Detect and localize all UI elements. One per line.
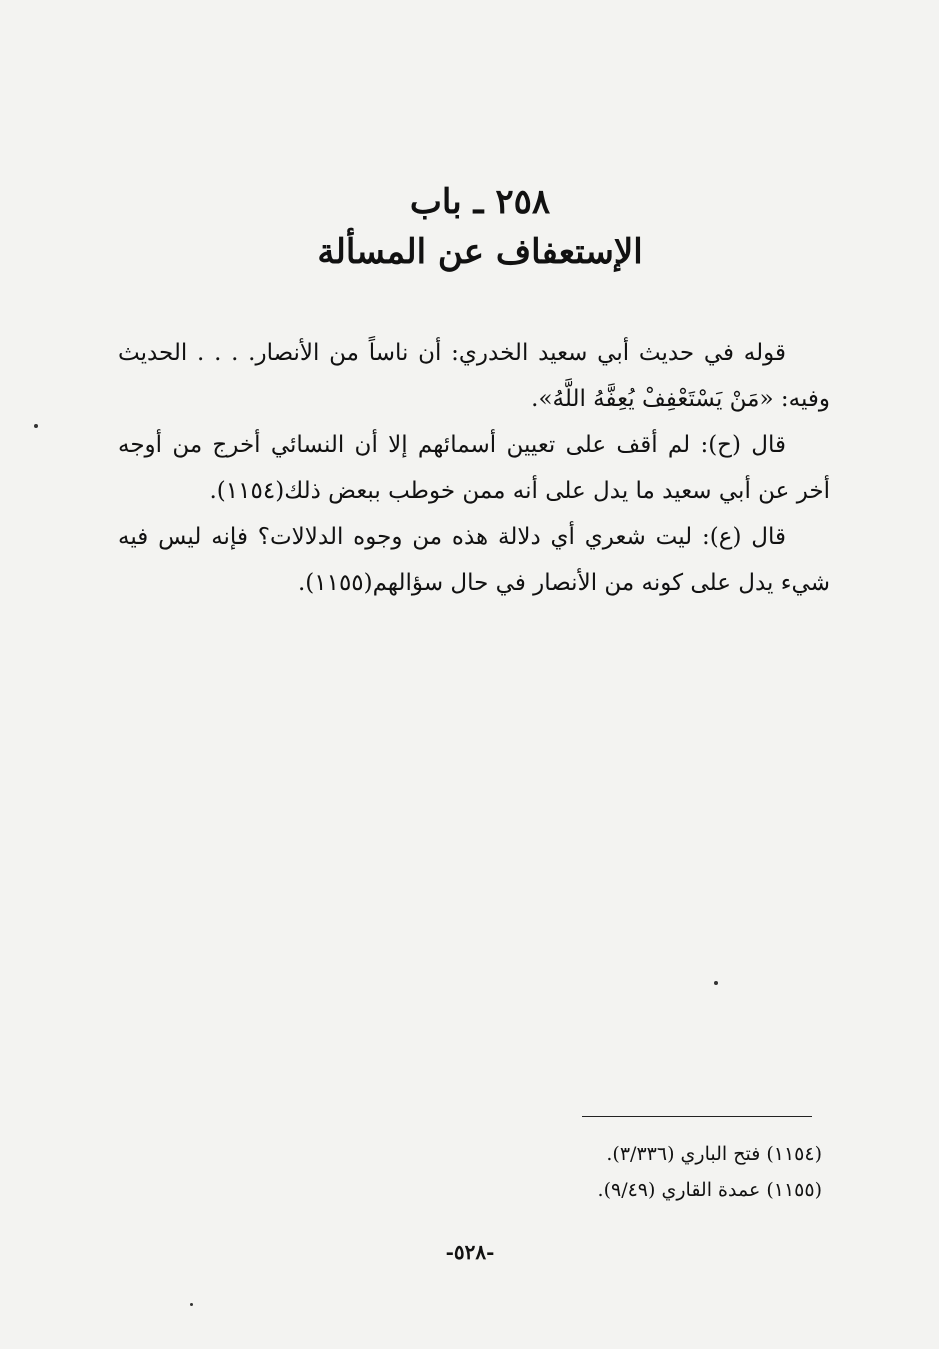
chapter-number: ٢٥٨ ـ باب xyxy=(409,182,551,222)
chapter-title: الإستعفاف عن المسألة xyxy=(317,232,643,272)
paragraph: قال (ح): لم أقف على تعيين أسمائهم إلا أن النسائي أخرج من أوجه أخر عن أبي سعيد ما يدل على أنه ممن خوطب ببعض ذلك(١١٥٤). xyxy=(118,432,830,504)
body-text xyxy=(118,330,830,606)
footnote: (١١٥٤) فتح الباري (٣/٣٣٦). xyxy=(606,1143,822,1165)
scan-speck xyxy=(714,981,718,985)
scan-speck xyxy=(190,1303,193,1306)
page-number: -٥٢٨- xyxy=(445,1240,495,1264)
footnote-divider xyxy=(582,1116,812,1117)
footnotes xyxy=(480,1136,822,1208)
paragraph: قال (ع): ليت شعري أي دلالة هذه من وجوه الدلالات؟ فإنه ليس فيه شيء يدل على كونه من الأنصار في حال سؤالهم(١١٥٥). xyxy=(118,524,830,596)
footnote: (١١٥٥) عمدة القاري (٩/٤٩). xyxy=(597,1179,822,1201)
paragraph: قوله في حديث أبي سعيد الخدري: أن ناساً من الأنصار. . . . الحديث وفيه: «مَنْ يَسْتَعْفِفْ يُعِفَّهُ اللَّهُ». xyxy=(118,340,830,412)
scan-speck xyxy=(34,424,38,428)
